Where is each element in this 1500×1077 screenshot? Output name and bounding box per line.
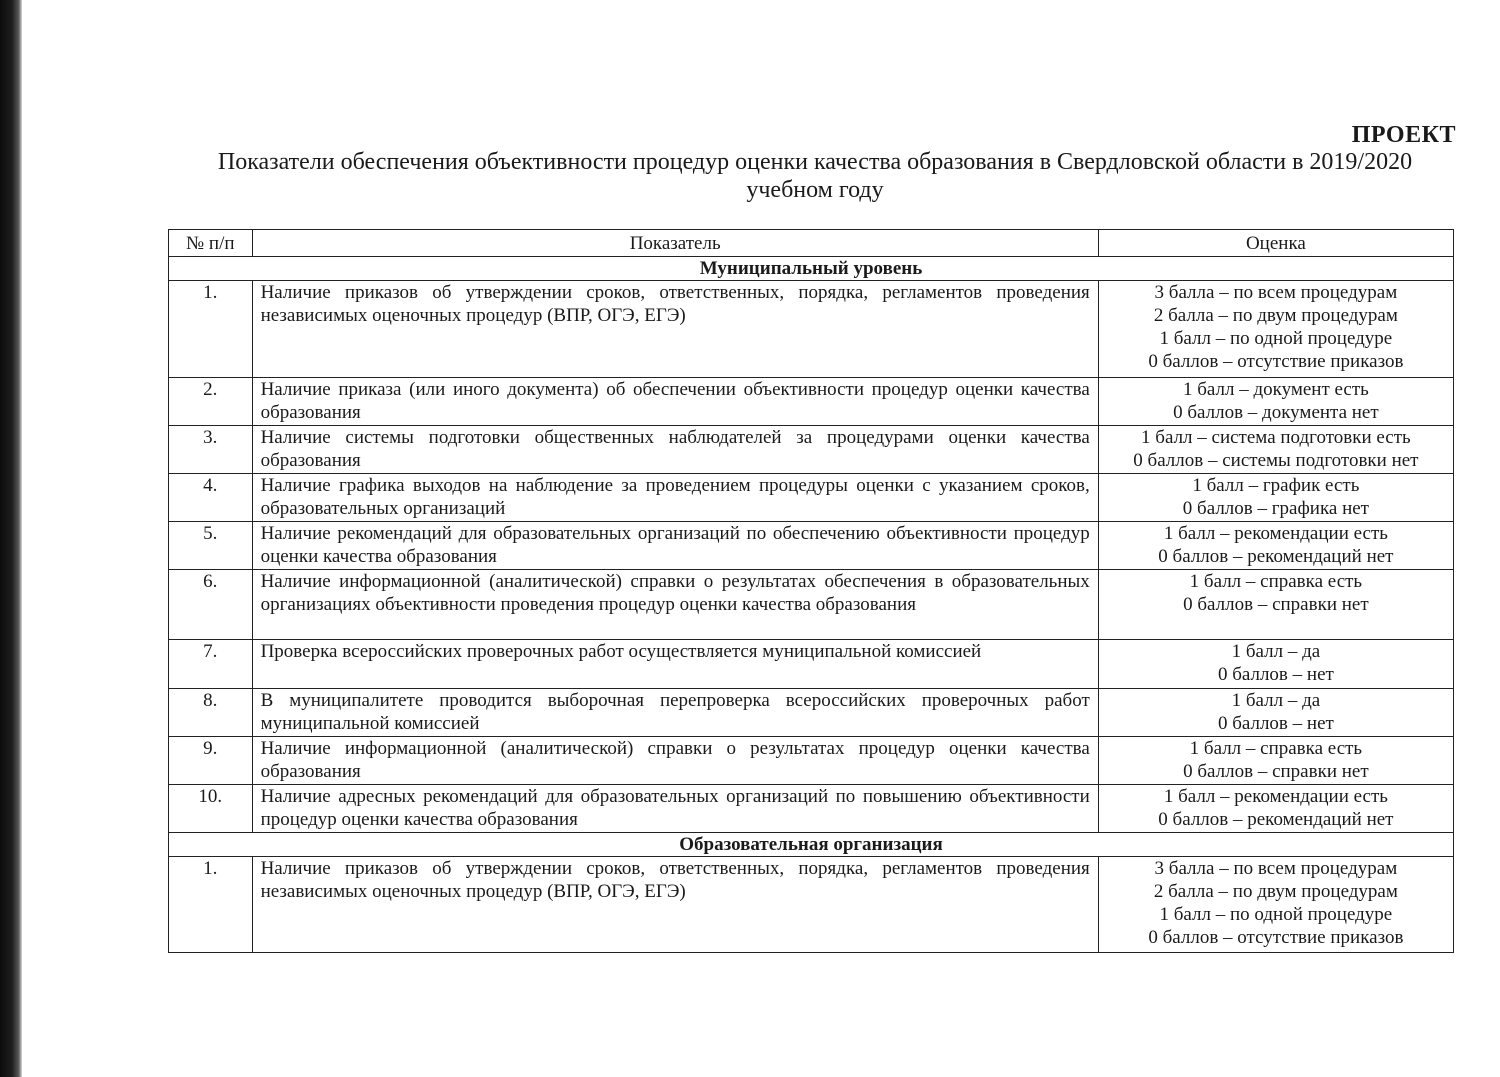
title-line-1: Показатели обеспечения объективности процедур оценки качества образования в Свердловской области в 2019/2020 — [217, 149, 1413, 175]
row-score — [1098, 378, 1453, 426]
table-row — [169, 522, 1454, 570]
column-header-number: № п/п — [169, 230, 253, 257]
table-row — [169, 640, 1454, 689]
table-row — [169, 426, 1454, 474]
row-number: 5. — [169, 522, 253, 570]
score-line: 1 балл – по одной процедуре — [1159, 904, 1393, 925]
row-indicator: В муниципалитете проводится выборочная перепроверка всероссийских проверочных работ муниципальной комиссией — [252, 689, 1098, 737]
row-indicator: Наличие приказа (или иного документа) об обеспечении объективности процедур оценки качества образования — [252, 378, 1098, 426]
score-line: 1 балл – рекомендации есть — [1163, 786, 1388, 807]
column-header-score: Оценка — [1098, 230, 1453, 257]
score-line: 1 балл – да — [1231, 690, 1321, 711]
row-score — [1098, 570, 1453, 640]
section-row-municipal — [169, 257, 1454, 281]
row-number: 7. — [169, 640, 253, 689]
score-line: 2 балла – по двум процедурам — [1153, 881, 1398, 902]
column-header-indicator: Показатель — [252, 230, 1098, 257]
row-number: 1. — [169, 857, 253, 953]
row-indicator: Наличие адресных рекомендаций для образовательных организаций по повышению объективности процедур оценки качества образования — [252, 785, 1098, 833]
row-number: 4. — [169, 474, 253, 522]
row-number: 10. — [169, 785, 253, 833]
score-line: 1 балл – график есть — [1192, 475, 1360, 496]
row-score — [1098, 474, 1453, 522]
title-line-2: учебном году — [746, 177, 884, 203]
score-line: 1 балл – документ есть — [1182, 379, 1369, 400]
score-line: 0 баллов – системы подготовки нет — [1133, 450, 1419, 471]
row-number: 6. — [169, 570, 253, 640]
score-line: 1 балл – да — [1231, 641, 1321, 662]
row-indicator: Проверка всероссийских проверочных работ осуществляется муниципальной комиссией — [252, 640, 1098, 689]
section-title: Образовательная организация — [169, 833, 1454, 857]
score-line: 1 балл – справка есть — [1189, 738, 1363, 759]
score-line: 0 баллов – отсутствие приказов — [1148, 927, 1404, 948]
row-indicator: Наличие приказов об утверждении сроков, ответственных, порядка, регламентов проведения независимых оценочных процедур (ВПР, ОГЭ, ЕГЭ) — [252, 281, 1098, 378]
row-score — [1098, 426, 1453, 474]
score-line: 1 балл – рекомендации есть — [1163, 523, 1388, 544]
row-score — [1098, 857, 1453, 953]
document-title — [170, 148, 1460, 204]
row-score — [1098, 689, 1453, 737]
score-line: 0 баллов – справки нет — [1183, 594, 1369, 615]
row-score — [1098, 281, 1453, 378]
row-number: 9. — [169, 737, 253, 785]
score-line: 2 балла – по двум процедурам — [1153, 305, 1398, 326]
row-score — [1098, 640, 1453, 689]
row-score — [1098, 522, 1453, 570]
row-indicator: Наличие системы подготовки общественных наблюдателей за процедурами оценки качества образования — [252, 426, 1098, 474]
score-line: 0 баллов – рекомендаций нет — [1158, 546, 1394, 567]
table-row — [169, 378, 1454, 426]
score-line: 1 балл – справка есть — [1189, 571, 1363, 592]
score-line: 0 баллов – графика нет — [1182, 498, 1369, 519]
row-number: 1. — [169, 281, 253, 378]
table-header-row — [169, 230, 1454, 257]
score-line: 3 балла – по всем процедурам — [1154, 282, 1398, 303]
score-line: 0 баллов – справки нет — [1183, 761, 1369, 782]
row-indicator: Наличие рекомендаций для образовательных организаций по обеспечению объективности процедур оценки качества образования — [252, 522, 1098, 570]
row-number: 3. — [169, 426, 253, 474]
score-line: 3 балла – по всем процедурам — [1154, 858, 1398, 879]
section-row-educational-organization — [169, 833, 1454, 857]
indicators-table — [168, 229, 1454, 953]
row-indicator: Наличие информационной (аналитической) справки о результатах обеспечения в образовательных организациях объективности проведения процедур оценки качества образования — [252, 570, 1098, 640]
table-row — [169, 737, 1454, 785]
row-score — [1098, 785, 1453, 833]
score-line: 0 баллов – нет — [1217, 664, 1334, 685]
score-line: 0 баллов – рекомендаций нет — [1158, 809, 1394, 830]
score-line: 0 баллов – отсутствие приказов — [1148, 351, 1404, 372]
row-indicator: Наличие информационной (аналитической) справки о результатах процедур оценки качества образования — [252, 737, 1098, 785]
section-title: Муниципальный уровень — [169, 257, 1454, 281]
score-line: 0 баллов – нет — [1217, 713, 1334, 734]
row-indicator: Наличие приказов об утверждении сроков, ответственных, порядка, регламентов проведения независимых оценочных процедур (ВПР, ОГЭ, ЕГЭ) — [252, 857, 1098, 953]
table-row — [169, 689, 1454, 737]
row-number: 8. — [169, 689, 253, 737]
row-number: 2. — [169, 378, 253, 426]
table-row — [169, 857, 1454, 953]
table-row — [169, 474, 1454, 522]
table-row — [169, 570, 1454, 640]
score-line: 1 балл – система подготовки есть — [1141, 427, 1411, 448]
row-indicator: Наличие графика выходов на наблюдение за проведением процедуры оценки с указанием сроков, образовательных организаций — [252, 474, 1098, 522]
project-stamp: ПРОЕКТ — [1351, 122, 1456, 148]
score-line: 0 баллов – документа нет — [1173, 402, 1379, 423]
score-line: 1 балл – по одной процедуре — [1159, 328, 1393, 349]
table-row — [169, 281, 1454, 378]
table-row — [169, 785, 1454, 833]
row-score — [1098, 737, 1453, 785]
